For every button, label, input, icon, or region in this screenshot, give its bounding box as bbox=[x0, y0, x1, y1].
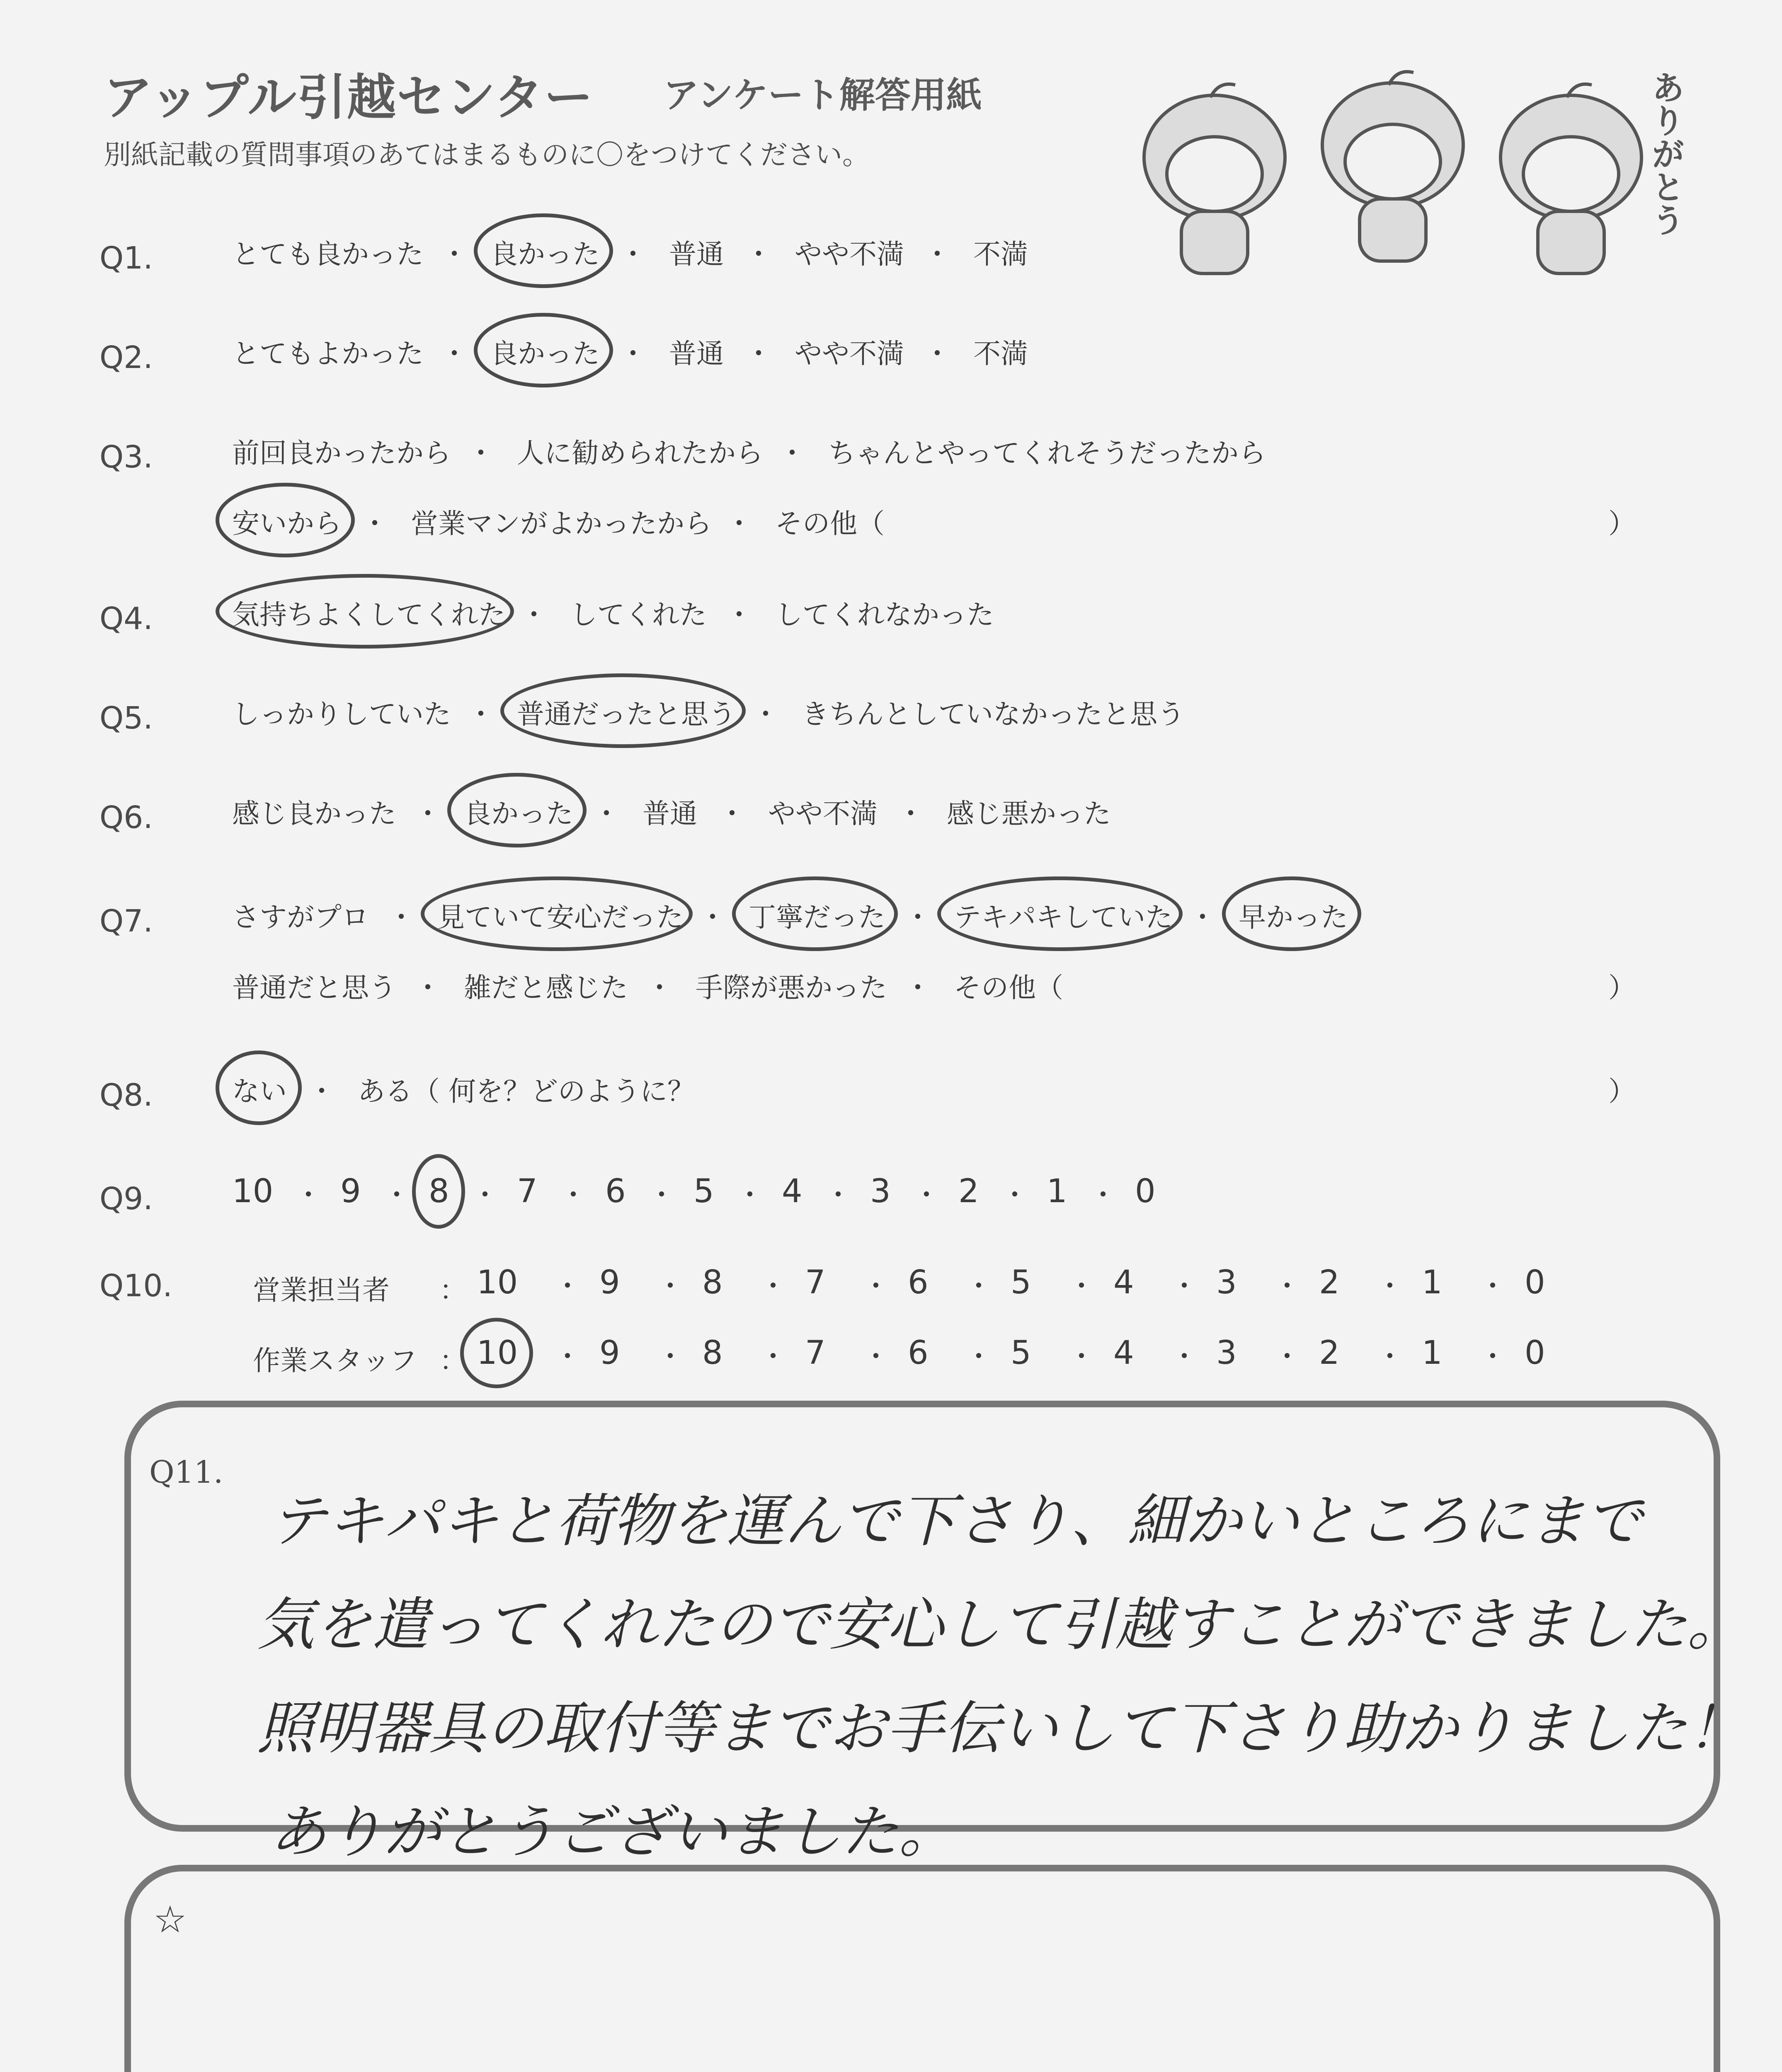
separator-dot: ・ bbox=[1376, 1270, 1404, 1302]
answer-circle-mark bbox=[421, 876, 693, 951]
bracket-close: ） bbox=[1608, 1075, 1636, 1107]
separator-dot: ・ bbox=[904, 901, 931, 933]
answer-option: 普通だと思う bbox=[232, 972, 396, 1004]
answer-circle-mark bbox=[937, 876, 1183, 951]
separator-dot: ・ bbox=[646, 972, 673, 1004]
answer-circle-mark bbox=[1222, 876, 1361, 951]
handwritten-line: ありがとうございました。 bbox=[269, 1798, 956, 1865]
separator-dot: ・ bbox=[648, 1179, 675, 1211]
separator-dot: ・ bbox=[759, 1270, 787, 1302]
answer-circle-mark bbox=[412, 1154, 465, 1229]
answer-option: 7 bbox=[517, 1173, 538, 1210]
question-label: Q6. bbox=[99, 800, 153, 835]
score-option: 1 bbox=[1422, 1264, 1443, 1301]
score-option: 7 bbox=[805, 1264, 826, 1301]
separator-dot: ・ bbox=[1376, 1341, 1404, 1372]
handwritten-line: 気を遣ってくれたので安心して引越すことができました。 bbox=[257, 1591, 1745, 1658]
handwritten-line: テキパキと荷物を運んで下さり、細かいところにまで bbox=[269, 1488, 1643, 1554]
answer-option: 気持ちよくしてくれた bbox=[232, 599, 506, 631]
answer-option: 普通 bbox=[669, 338, 724, 370]
separator-dot: ・ bbox=[657, 1341, 684, 1372]
separator-dot: ・ bbox=[924, 338, 951, 370]
answer-option: ちゃんとやってくれそうだったから bbox=[828, 437, 1266, 469]
separator-dot: ・ bbox=[467, 698, 495, 730]
question-label: Q5. bbox=[99, 700, 153, 736]
answer-option: 9 bbox=[340, 1173, 361, 1210]
separator-dot: ・ bbox=[383, 1179, 410, 1211]
answer-option: しっかりしていた bbox=[232, 698, 451, 730]
bracket-close: ） bbox=[1608, 508, 1636, 540]
answer-option: 3 bbox=[870, 1173, 891, 1210]
answer-option: 良かった bbox=[490, 238, 600, 270]
separator-dot: ・ bbox=[725, 599, 753, 631]
separator-dot: ・ bbox=[554, 1270, 581, 1302]
separator-dot: ・ bbox=[619, 238, 647, 270]
answer-option: 普通 bbox=[642, 798, 697, 830]
answer-option: その他（ bbox=[954, 972, 1063, 1004]
question-label: Q4. bbox=[99, 601, 153, 637]
answer-option: してくれなかった bbox=[775, 599, 994, 631]
answer-circle-mark bbox=[216, 574, 514, 649]
answer-option: 2 bbox=[958, 1173, 979, 1210]
handwritten-line: 照明器具の取付等までお手伝いして下さり助かりました！ bbox=[257, 1695, 1745, 1762]
question-label: Q8. bbox=[99, 1077, 153, 1113]
separator-dot: ・ bbox=[1068, 1270, 1095, 1302]
q10-row-sep: ： bbox=[439, 1345, 467, 1377]
separator-dot: ・ bbox=[560, 1179, 587, 1211]
separator-dot: ・ bbox=[924, 238, 951, 270]
answer-option: 丁寧だった bbox=[749, 901, 885, 933]
answer-option: 早かった bbox=[1239, 901, 1348, 933]
answer-option: やや不満 bbox=[768, 798, 878, 830]
question-label: Q2. bbox=[99, 340, 153, 375]
score-option: 10 bbox=[477, 1264, 518, 1301]
score-option: 6 bbox=[908, 1334, 929, 1372]
separator-dot: ・ bbox=[361, 508, 388, 540]
page-title: アップル引越センター bbox=[104, 69, 594, 126]
star-label: ☆ bbox=[153, 1898, 187, 1941]
answer-option: やや不満 bbox=[795, 338, 904, 370]
separator-dot: ・ bbox=[965, 1341, 992, 1372]
separator-dot: ・ bbox=[619, 338, 647, 370]
thanks-text: ありがとう bbox=[1646, 70, 1685, 236]
separator-dot: ・ bbox=[1273, 1270, 1301, 1302]
answer-option: その他（ bbox=[775, 508, 885, 540]
instruction-text: 別紙記載の質問事項のあてはまるものに〇をつけてください。 bbox=[104, 139, 870, 171]
answer-circle-mark bbox=[460, 1318, 533, 1388]
score-option: 8 bbox=[702, 1264, 723, 1301]
score-option: 4 bbox=[1113, 1264, 1134, 1301]
separator-dot: ・ bbox=[736, 1179, 764, 1211]
answer-circle-mark bbox=[732, 876, 898, 951]
separator-dot: ・ bbox=[897, 798, 924, 830]
answer-option: 10 bbox=[232, 1173, 274, 1210]
score-option: 7 bbox=[805, 1334, 826, 1372]
answer-circle-mark bbox=[447, 773, 587, 847]
score-option: 9 bbox=[599, 1334, 620, 1372]
answer-option: 良かった bbox=[464, 798, 573, 830]
score-option: 3 bbox=[1216, 1334, 1237, 1372]
separator-dot: ・ bbox=[308, 1075, 335, 1107]
score-option: 0 bbox=[1525, 1264, 1545, 1301]
score-option: 1 bbox=[1422, 1334, 1443, 1372]
answer-option: 安いから bbox=[232, 508, 342, 540]
question-label: Q10. bbox=[99, 1268, 172, 1304]
answer-option: 人に勧められたから bbox=[517, 437, 763, 469]
separator-dot: ・ bbox=[295, 1179, 322, 1211]
q10-row-sep: ： bbox=[439, 1274, 467, 1306]
q11-label: Q11. bbox=[149, 1455, 223, 1490]
score-option: 10 bbox=[477, 1334, 518, 1372]
score-option: 3 bbox=[1216, 1264, 1237, 1301]
answer-option: やや不満 bbox=[795, 238, 904, 270]
answer-option: 5 bbox=[693, 1173, 714, 1210]
question-label: Q9. bbox=[99, 1181, 153, 1217]
answer-option: ある（ 何を？どのように？ bbox=[358, 1075, 695, 1107]
score-option: 2 bbox=[1319, 1334, 1340, 1372]
separator-dot: ・ bbox=[1273, 1341, 1301, 1372]
answer-option: とても良かった bbox=[232, 238, 424, 270]
answer-circle-mark bbox=[216, 1051, 302, 1125]
separator-dot: ・ bbox=[745, 338, 772, 370]
score-option: 9 bbox=[599, 1264, 620, 1301]
separator-dot: ・ bbox=[913, 1179, 940, 1211]
answer-option: テキパキしていた bbox=[954, 901, 1173, 933]
page-subtitle: アンケート解答用紙 bbox=[663, 75, 982, 116]
answer-option: とてもよかった bbox=[232, 338, 424, 370]
q10-row-name: 作業スタッフ bbox=[253, 1345, 417, 1377]
answer-option: さすがプロ bbox=[232, 901, 369, 933]
separator-dot: ・ bbox=[657, 1270, 684, 1302]
answer-option: 6 bbox=[605, 1173, 626, 1210]
bracket-close: ） bbox=[1608, 972, 1636, 1004]
monkey-mascot-icon bbox=[1119, 50, 1691, 282]
separator-dot: ・ bbox=[1171, 1270, 1198, 1302]
answer-option: 4 bbox=[782, 1173, 803, 1210]
answer-option: きちんとしていなかったと思う bbox=[802, 698, 1185, 730]
separator-dot: ・ bbox=[745, 238, 772, 270]
separator-dot: ・ bbox=[388, 901, 415, 933]
separator-dot: ・ bbox=[414, 972, 441, 1004]
answer-option: 普通だったと思う bbox=[517, 698, 736, 730]
separator-dot: ・ bbox=[520, 599, 548, 631]
question-label: Q1. bbox=[99, 240, 153, 276]
separator-dot: ・ bbox=[1189, 901, 1216, 933]
answer-option: 普通 bbox=[669, 238, 724, 270]
separator-dot: ・ bbox=[778, 437, 806, 469]
separator-dot: ・ bbox=[824, 1179, 852, 1211]
separator-dot: ・ bbox=[441, 238, 468, 270]
answer-option: 見ていて安心だった bbox=[437, 901, 684, 933]
separator-dot: ・ bbox=[471, 1179, 499, 1211]
answer-option: 営業マンがよかったから bbox=[411, 508, 712, 540]
answer-circle-mark bbox=[474, 313, 613, 387]
answer-option: 不満 bbox=[973, 338, 1028, 370]
free-comment-box bbox=[124, 1865, 1720, 2072]
answer-option: 8 bbox=[429, 1173, 449, 1210]
answer-option: 雑だと感じた bbox=[464, 972, 628, 1004]
separator-dot: ・ bbox=[1068, 1341, 1095, 1372]
score-option: 5 bbox=[1011, 1334, 1031, 1372]
separator-dot: ・ bbox=[718, 798, 746, 830]
score-option: 2 bbox=[1319, 1264, 1340, 1301]
separator-dot: ・ bbox=[862, 1341, 890, 1372]
score-option: 4 bbox=[1113, 1334, 1134, 1372]
score-option: 8 bbox=[702, 1334, 723, 1372]
answer-option: 手際が悪かった bbox=[696, 972, 887, 1004]
separator-dot: ・ bbox=[414, 798, 441, 830]
answer-option: 1 bbox=[1047, 1173, 1067, 1210]
answer-circle-mark bbox=[216, 483, 355, 557]
answer-option: 良かった bbox=[490, 338, 600, 370]
separator-dot: ・ bbox=[1479, 1270, 1506, 1302]
separator-dot: ・ bbox=[1171, 1341, 1198, 1372]
score-option: 5 bbox=[1011, 1264, 1031, 1301]
answer-circle-mark bbox=[474, 213, 613, 288]
separator-dot: ・ bbox=[699, 901, 726, 933]
separator-dot: ・ bbox=[862, 1270, 890, 1302]
q10-row-name: 営業担当者 bbox=[253, 1274, 390, 1306]
answer-option: してくれた bbox=[570, 599, 707, 631]
answer-option: 前回良かったから bbox=[232, 437, 451, 469]
answer-option: 不満 bbox=[973, 238, 1028, 270]
answer-option: 0 bbox=[1135, 1173, 1156, 1210]
score-option: 6 bbox=[908, 1264, 929, 1301]
question-label: Q3. bbox=[99, 439, 153, 475]
separator-dot: ・ bbox=[752, 698, 779, 730]
question-label: Q7. bbox=[99, 903, 153, 939]
separator-dot: ・ bbox=[1001, 1179, 1028, 1211]
separator-dot: ・ bbox=[554, 1341, 581, 1372]
separator-dot: ・ bbox=[965, 1270, 992, 1302]
separator-dot: ・ bbox=[441, 338, 468, 370]
separator-dot: ・ bbox=[1089, 1179, 1117, 1211]
separator-dot: ・ bbox=[904, 972, 931, 1004]
answer-option: ない bbox=[232, 1075, 287, 1107]
separator-dot: ・ bbox=[593, 798, 620, 830]
score-option: 0 bbox=[1525, 1334, 1545, 1372]
answer-circle-mark bbox=[500, 673, 746, 748]
separator-dot: ・ bbox=[759, 1341, 787, 1372]
answer-option: 感じ悪かった bbox=[947, 798, 1111, 830]
separator-dot: ・ bbox=[467, 437, 495, 469]
separator-dot: ・ bbox=[725, 508, 753, 540]
answer-option: 感じ良かった bbox=[232, 798, 396, 830]
separator-dot: ・ bbox=[1479, 1341, 1506, 1372]
